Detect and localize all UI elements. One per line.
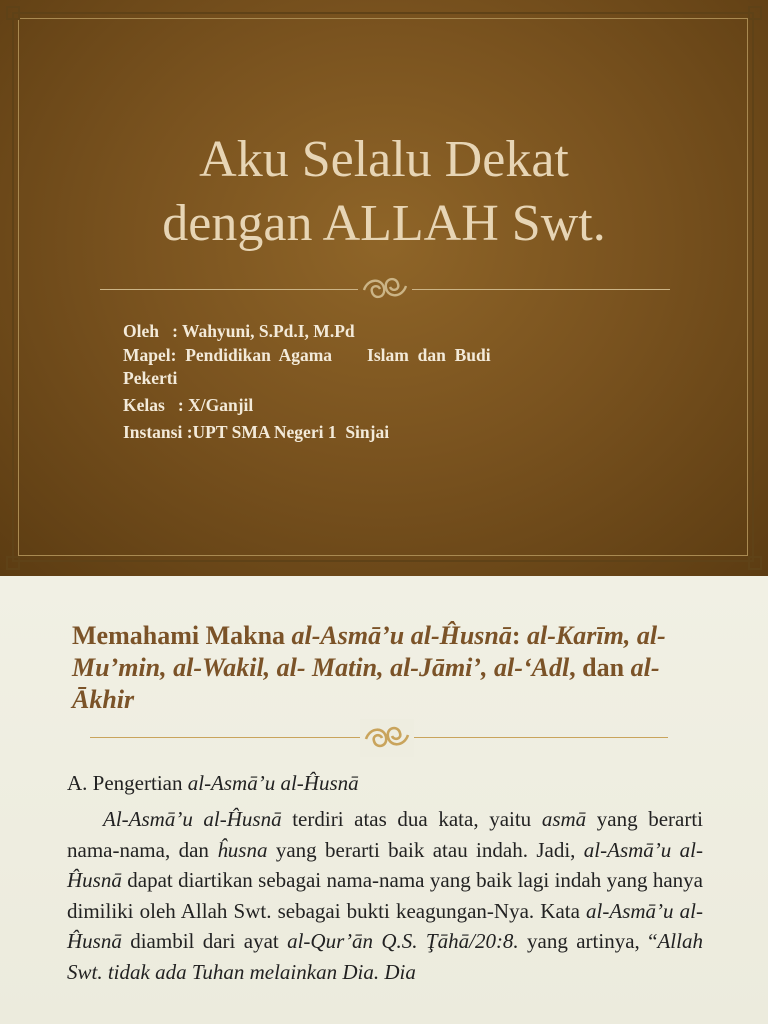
text: yang artinya, “ — [518, 929, 658, 953]
term: Al-Asmā’u al-Ĥusnā — [103, 807, 282, 831]
frame-corner — [748, 556, 762, 570]
text: diambil dari ayat — [121, 929, 288, 953]
frame-corner — [6, 6, 20, 20]
info-author: Oleh : Wahyuni, S.Pd.I, M.Pd — [123, 321, 355, 341]
slide-title — [40, 128, 728, 256]
presenter-info — [123, 318, 613, 446]
title-term: al-Ākhir — [72, 653, 660, 714]
title-line-1: Aku Selalu Dekat — [199, 131, 569, 188]
term: al-Asmā’u al- Ĥusnā — [67, 837, 703, 892]
text: terdiri atas dua kata, yaitu — [281, 807, 542, 831]
text: yang berarti nama-nama, dan — [67, 807, 704, 862]
citation: al-Qur’ān Q.S. Ţāhā/20:8. — [287, 929, 519, 953]
title-term: al-Asmā’u al-Ĥusnā — [291, 621, 512, 650]
subheading — [67, 770, 359, 796]
term: al-Asmā’u al-Ĥusnā — [67, 898, 703, 953]
quote: Allah Swt. tidak ada Tuhan melainkan Dia. Dia — [67, 929, 703, 984]
subheading-prefix: A. Pengertian — [67, 771, 188, 795]
term: asmā — [541, 807, 587, 831]
subheading-term: al-Asmā’u al-Ĥusnā — [187, 771, 359, 795]
title-text: , dan — [569, 653, 631, 682]
section-title — [72, 620, 692, 716]
divider-left — [100, 289, 358, 290]
text: dapat diartikan sebagai nama-nama yang baik lagi indah yang hanya dimiliki oleh Allah Swt. sebagai bukti keagungan-Nya. Kata — [67, 868, 703, 923]
text: yang berarti baik atau indah. Jadi, — [267, 837, 584, 862]
info-subject-cont: Pekerti — [123, 368, 178, 388]
body-paragraph — [67, 804, 703, 987]
term: ĥusna — [217, 837, 268, 862]
title-text: : — [511, 621, 528, 650]
frame-corner — [6, 556, 20, 570]
title-term: al-Karīm, al-Mu’min, al-Wakil, al- Matin, al-Jāmi’, al-‘Adl — [72, 621, 666, 682]
info-institution: Instansi :UPT SMA Negeri 1 Sinjai — [123, 422, 390, 442]
info-subject: Mapel: Pendidikan Agama Islam dan Budi — [123, 345, 491, 365]
divider-right — [412, 289, 670, 290]
frame-corner — [748, 6, 762, 20]
title-line-2: dengan ALLAH Swt. — [162, 195, 606, 252]
title-text: Memahami Makna — [72, 621, 292, 650]
info-class: Kelas : X/Ganjil — [123, 395, 254, 415]
scroll-flourish-icon — [360, 719, 414, 757]
scroll-flourish-icon — [358, 268, 412, 308]
content-slide — [0, 576, 768, 1024]
